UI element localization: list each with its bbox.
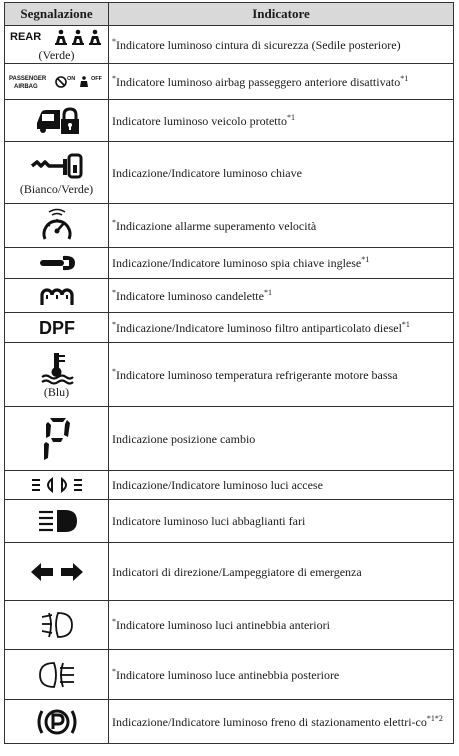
indicator-cell [109,343,454,407]
table-row [5,601,454,650]
signal-cell [5,204,109,248]
indicator-cell [109,700,454,744]
asterisk-mark: * [112,666,116,676]
signal-cell [5,407,109,471]
signal-cell [5,343,109,407]
signal-cell [5,700,109,744]
footnote-ref: *1 [263,287,272,297]
key-icon [29,150,85,182]
car-padlock-icon [34,105,80,137]
asterisk-mark: * [112,617,116,626]
table-row [5,650,454,700]
indicator-cell [109,204,454,248]
svg-text:ON: ON [66,75,75,82]
signal-cell [5,471,109,500]
signal-cell [5,64,109,100]
table-row [5,700,454,744]
indicator-cell [109,142,454,204]
indicator-text: Indicatore luminoso airbag passeggero anteriore disattivato [116,74,401,89]
table-row [5,248,454,279]
rear-fog-icon [37,660,77,690]
indicator-text: Indicatore luminoso luci abbaglianti fari [112,514,306,528]
front-fog-icon [39,610,75,640]
table-row [5,279,454,313]
signal-cell [5,279,109,313]
indicator-cell [109,248,454,279]
wrench-icon [37,254,77,272]
signal-caption: (Blu) [43,384,70,399]
footnote-ref: *1 [361,255,370,264]
indicator-text: Indicazione posizione cambio [112,431,256,446]
asterisk-mark: * [112,366,116,376]
indicator-cell [109,543,454,601]
signal-cell [5,500,109,543]
signal-caption: (Verde) [38,47,75,62]
header-indicator: Indicatore [109,3,454,26]
indicator-cell [109,26,454,64]
signal-cell [5,100,109,142]
rear-seatbelt-icon [9,28,105,48]
svg-text:PASSENGER: PASSENGER [8,75,46,82]
signal-cell [5,313,109,343]
indicator-text: Indicazione/Indicatore luminoso luci accese [112,478,323,492]
indicator-cell [109,500,454,543]
signal-cell [5,248,109,279]
signal-cell [5,26,109,64]
table-row [5,26,454,64]
indicator-text: Indicatore luminoso luci antinebbia anteriori [116,618,330,632]
glow-plug-icon [37,285,77,307]
indicator-cell [109,650,454,700]
indicator-cell [109,313,454,343]
table-row [5,313,454,343]
indicator-cell [109,601,454,650]
table-row [5,543,454,601]
indicator-text: Indicatore luminoso candelette [116,288,264,303]
indicator-text: Indicazione/Indicatore luminoso chiave [112,165,302,180]
indicator-text: Indicatore luminoso luce antinebbia posteriore [116,667,340,682]
svg-text:DPF: DPF [38,317,75,338]
indicator-text: Indicatori di direzione/Lampeggiatore di emergenza [112,564,362,579]
speed-alarm-icon [37,208,77,244]
indicator-cell [109,407,454,471]
coolant-temperature-icon [39,351,75,385]
gear-position-icon [42,416,72,462]
asterisk-mark: * [112,319,116,329]
indicator-cell [109,100,454,142]
table-row [5,471,454,500]
indicator-text: Indicatore luminoso temperatura refrigerante motore bassa [116,367,398,382]
indicator-text: Indicatore luminoso cintura di sicurezza (Sedile posteriore) [116,37,401,52]
table-row [5,100,454,142]
asterisk-mark: * [112,36,116,46]
turn-signal-icon [29,561,85,583]
passenger-airbag-off-icon [8,72,106,92]
indicator-text: Indicazione/Indicatore luminoso filtro antiparticolato diesel [116,320,402,335]
indicator-cell [109,64,454,100]
table-row [5,204,454,248]
signal-caption: (Bianco/Verde) [19,181,94,196]
signal-cell [5,543,109,601]
footnote-ref: *1 [400,73,409,83]
asterisk-mark: * [112,73,116,83]
indicator-table-container [4,2,453,744]
indicator-text: Indicazione/Indicatore luminoso freno di stazionamento elettri-co [112,714,427,729]
asterisk-mark: * [112,217,116,227]
indicator-text: Indicatore luminoso veicolo protetto [112,113,287,128]
table-row [5,142,454,204]
lights-on-icon [30,477,84,493]
indicator-text: Indicazione/Indicatore luminoso spia chiave inglese [112,256,362,270]
indicator-cell [109,279,454,313]
indicator-text: Indicazione allarme superamento velocità [116,218,317,233]
table-row [5,500,454,543]
signal-cell [5,650,109,700]
table-row [5,407,454,471]
header-signal: Segnalazione [5,3,109,26]
svg-text:AIRBAG: AIRBAG [13,83,38,90]
header-row [5,3,454,26]
indicator-cell [109,471,454,500]
table-row [5,64,454,100]
signal-cell [5,142,109,204]
footnote-ref: *1 [401,319,410,329]
high-beam-icon [35,508,79,534]
footnote-ref: *1 [286,112,295,122]
table-row [5,343,454,407]
asterisk-mark: * [112,287,116,297]
footnote-ref: *1*2 [426,713,443,723]
dpf-icon [32,318,82,338]
indicator-table [4,2,454,744]
svg-text:REAR: REAR [9,30,41,43]
signal-cell [5,601,109,650]
parking-brake-icon [35,705,79,739]
svg-text:OFF: OFF [90,75,102,82]
